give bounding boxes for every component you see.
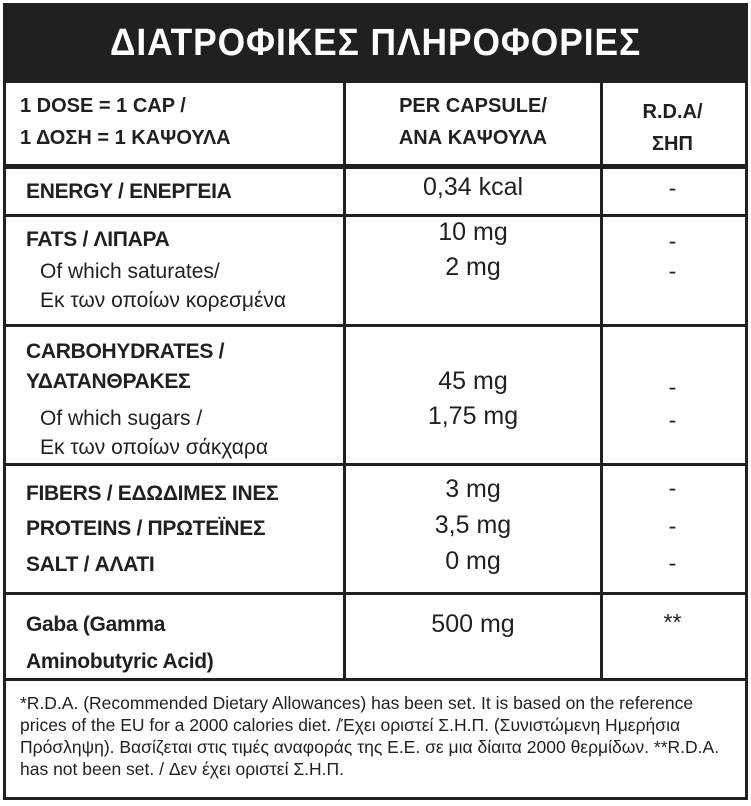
sugars-rda: - [668, 407, 677, 433]
energy-value: 0,34 kcal [422, 173, 524, 201]
gaba-value: 500 mg [431, 610, 515, 638]
carbs-value: 45 mg [438, 367, 508, 395]
sugars-label-gr: Εκ των οποίων σάκχαρα [40, 436, 269, 459]
divider [6, 324, 745, 327]
sugars-value: 1,75 mg [427, 402, 519, 430]
fibers-rda: - [668, 475, 677, 501]
salt-rda: - [668, 550, 677, 576]
divider [6, 678, 745, 681]
gaba-label: Gaba (Gamma [26, 613, 166, 636]
label-title: ΔΙΑΤΡΟΦΙΚΕΣ ΠΛΗΡΟΦΟΡΙΕΣ [6, 6, 745, 80]
divider [6, 214, 745, 217]
per-capsule-header: PER CAPSULE/ ΑΝΑ ΚΑΨΟΥΛΑ [398, 95, 548, 149]
carbs-label-gr: ΥΔΑΤΑΝΘΡΑΚΕΣ [26, 370, 191, 393]
dose-header: 1 DOSE = 1 CAP / 1 ΔΟΣΗ = 1 ΚΑΨΟΥΛΑ [20, 95, 231, 149]
fats-label: FATS / ΛΙΠΑΡΑ [26, 228, 170, 251]
nutrition-label [3, 3, 748, 800]
fats-value: 10 mg [438, 218, 508, 246]
gaba-rda: ** [663, 609, 682, 635]
proteins-label: PROTEINS / ΠΡΩΤΕΪΝΕΣ [26, 517, 266, 540]
rda-header: R.D.A/ ΣΗΠ [642, 101, 703, 155]
footnote: *R.D.A. (Recommended Dietary Allowances) has been set. It is based on the reference prices of the EU for a 2000 calories diet. /Έχει οριστεί Σ.Η.Π. (Συνιστώμενη Ημερήσια Πρόσληψη). Βασίζεται στις τιμές αναφοράς της Ε.Ε. σε μια δίαιτα 2000 θερμίδων. **R.D.A. has not been set. / Δεν έχει οριστεί Σ.Η.Π. [20, 693, 720, 779]
sugars-label: Of which sugars / [40, 407, 203, 430]
saturates-label: Of which saturates/ [40, 260, 220, 283]
divider [6, 164, 745, 169]
carbs-rda: - [668, 374, 677, 400]
divider [6, 80, 745, 83]
saturates-rda: - [668, 258, 677, 284]
saturates-label-gr: Εκ των οποίων κορεσμένα [40, 289, 287, 312]
energy-label: ENERGY / ΕΝΕΡΓΕΙΑ [26, 180, 232, 203]
divider [6, 592, 745, 595]
gaba-label-2: Aminobutyric Acid) [26, 650, 214, 673]
fibers-label: FIBERS / ΕΔΩΔΙΜΕΣ ΙΝΕΣ [26, 482, 279, 505]
proteins-value: 3,5 mg [434, 511, 512, 539]
salt-value: 0 mg [445, 547, 501, 575]
divider [6, 463, 745, 466]
fibers-value: 3 mg [445, 475, 501, 503]
fats-rda: - [668, 228, 677, 254]
salt-label: SALT / ΑΛΑΤΙ [26, 553, 155, 576]
saturates-value: 2 mg [445, 253, 501, 281]
proteins-rda: - [668, 513, 677, 539]
carbs-label: CARBOHYDRATES / [26, 340, 225, 363]
energy-rda: - [668, 175, 677, 201]
